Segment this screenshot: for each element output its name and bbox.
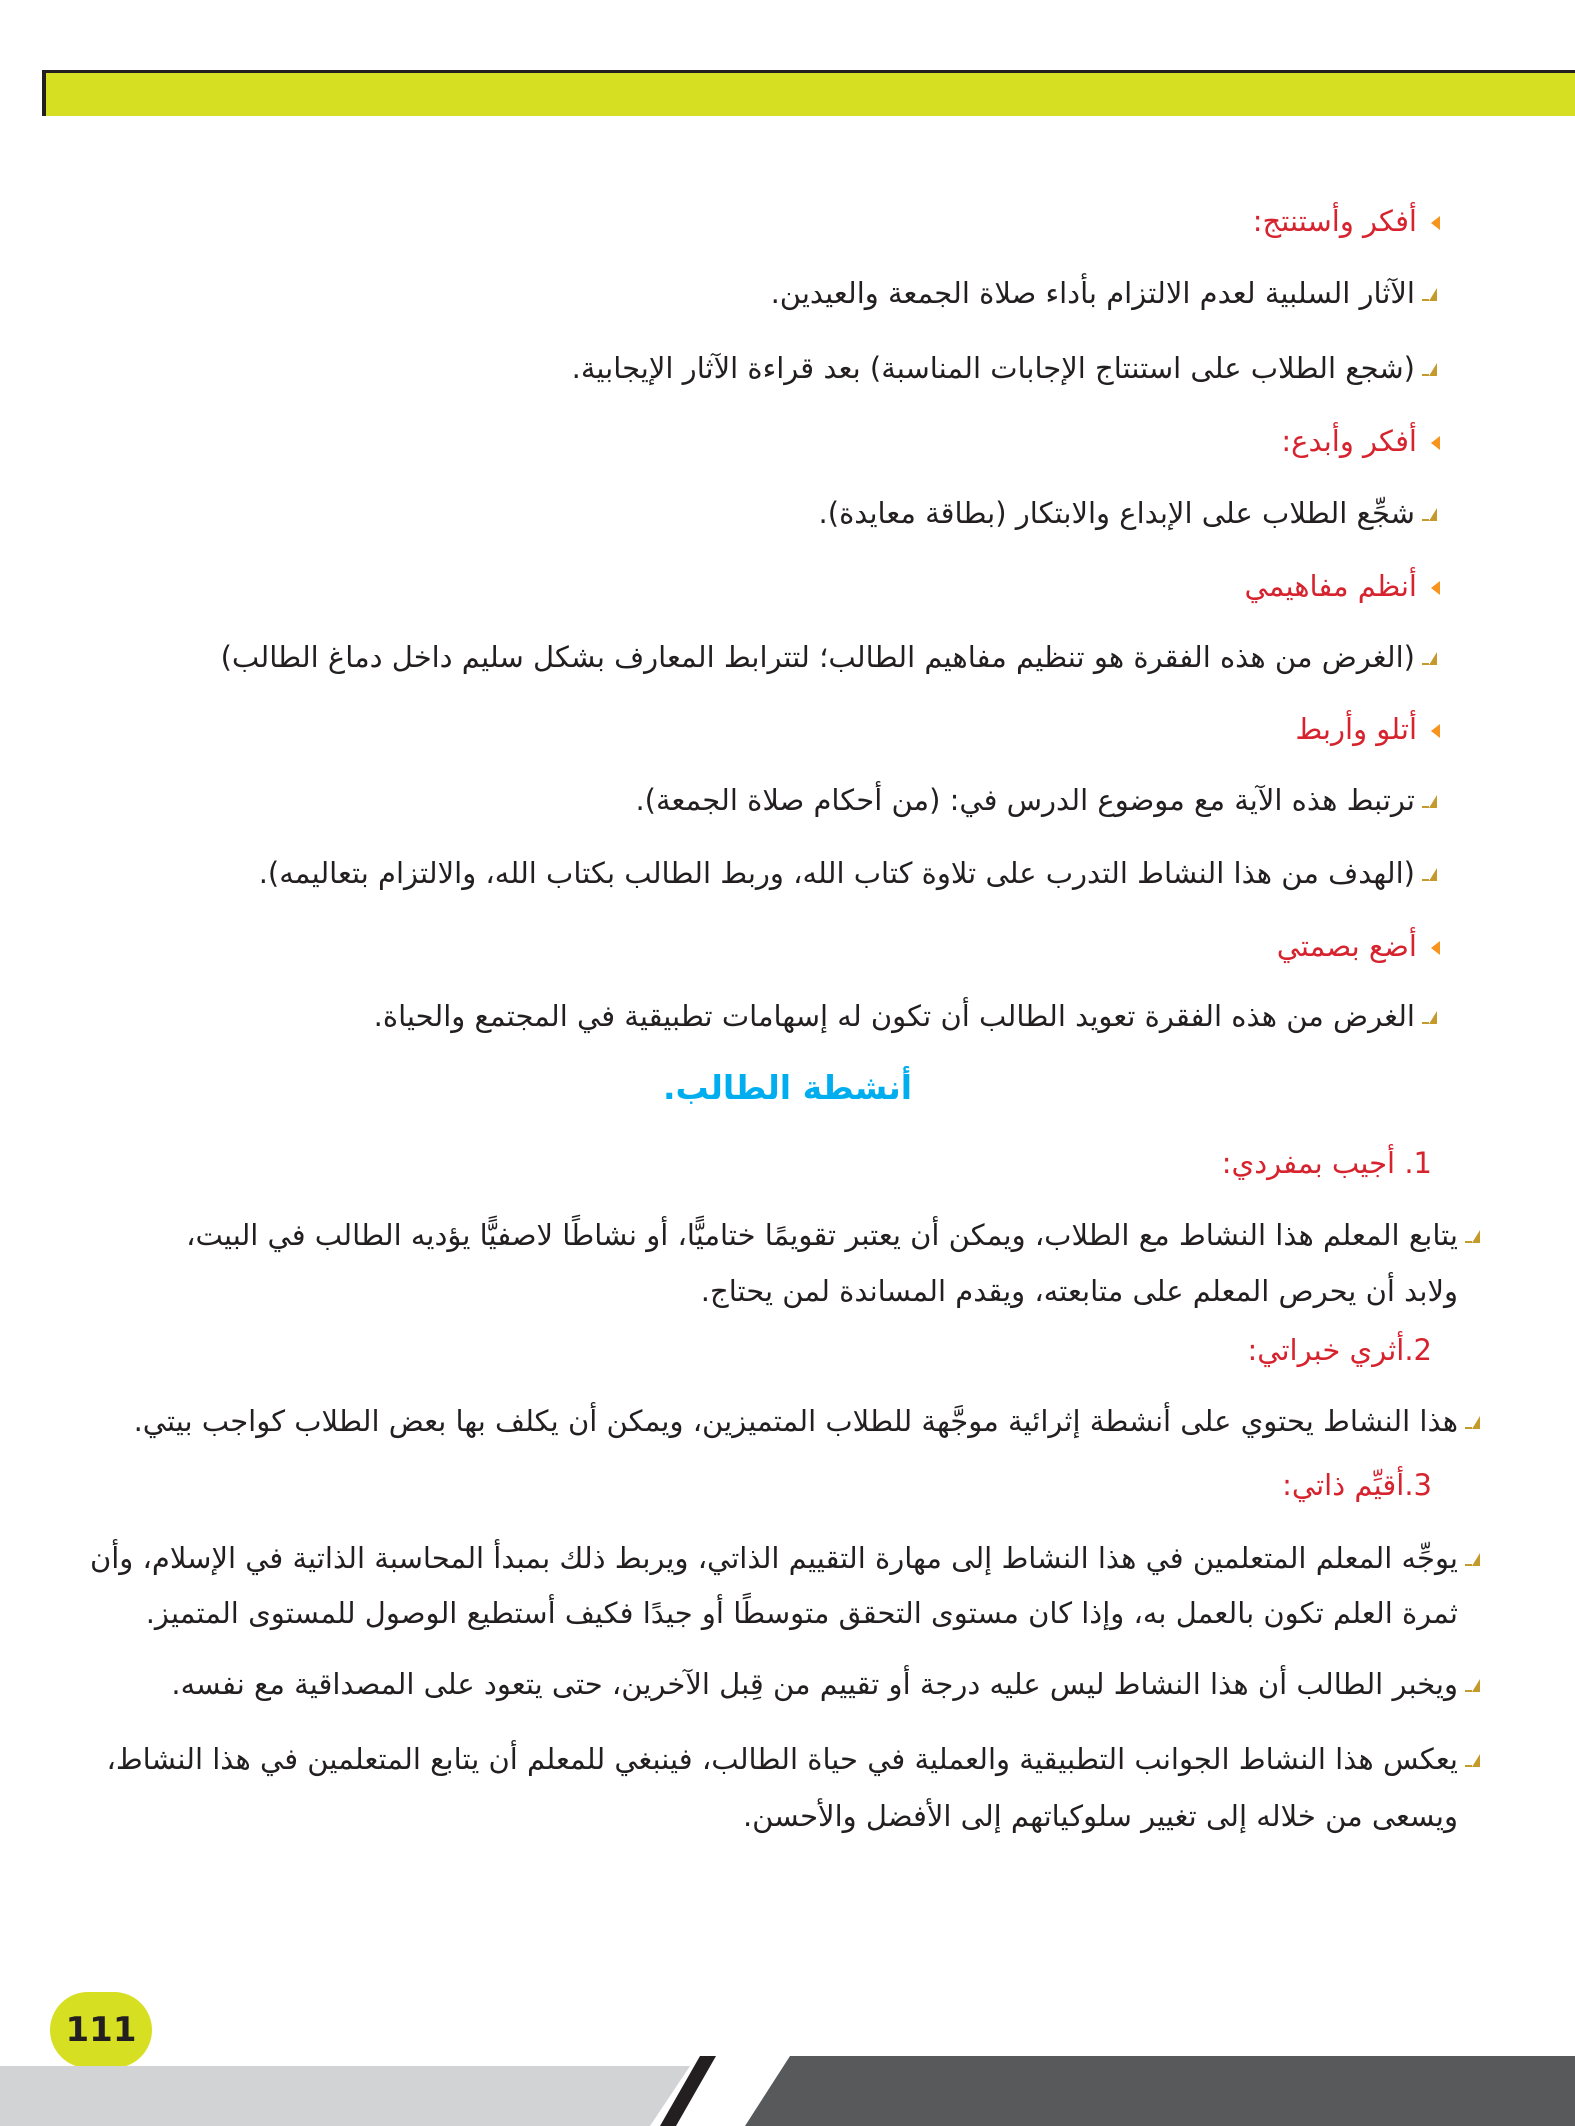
paragraph-text: ويخبر الطالب أن هذا النشاط ليس عليه درجة أو تقييم من قِبل الآخرين، حتى يتعود على المصداقية مع نفسه.: [171, 1667, 1458, 1701]
gold-bullet-icon: [1464, 1678, 1480, 1694]
heading-my-imprint: [1277, 925, 1440, 967]
heading-recite-link: [1295, 708, 1440, 750]
paragraph-line: [107, 1738, 1481, 1780]
paragraph-line: ثمرة العلم تكون بالعمل به، وإذا كان مستوى التحقق متوسطًا أو جيدًا فكيف أستطيع الوصول للمستوى المتميز.: [145, 1596, 1458, 1630]
paragraph-line: [186, 1214, 1480, 1256]
gold-bullet-icon: [1421, 362, 1437, 378]
gold-bullet-icon: [1421, 794, 1437, 810]
list-item: [771, 272, 1437, 314]
heading-organize-concepts: [1245, 565, 1440, 607]
page-number: 111: [50, 1992, 152, 2068]
item-text: (الغرض من هذه الفقرة هو تنظيم مفاهيم الطالب؛ لتترابط المعارف بشكل سليم داخل دماغ الطالب): [220, 640, 1415, 674]
paragraph-text: يعكس هذا النشاط الجوانب التطبيقية والعملية في حياة الطالب، فينبغي للمعلم أن يتابع المتعلمين في هذا النشاط،: [106, 1742, 1458, 1776]
item-text: شجِّع الطلاب على الإبداع والابتكار (بطاقة معايدة).: [818, 496, 1415, 530]
paragraph-line: ويسعى من خلاله إلى تغيير سلوكياتهم إلى الأفضل والأحسن.: [742, 1799, 1458, 1833]
triangle-marker-icon: [1431, 724, 1440, 738]
heading-text: أنظم مفاهيمي: [1244, 569, 1417, 603]
paragraph-line: ولابد أن يحرص المعلم على متابعته، ويقدم المساندة لمن يحتاج.: [700, 1274, 1458, 1308]
list-item: [819, 492, 1437, 534]
item-text: (شجع الطلاب على استنتاج الإجابات المناسبة) بعد قراءة الآثار الإيجابية.: [571, 351, 1415, 385]
gold-bullet-icon: [1464, 1753, 1480, 1769]
heading-text: أفكر وأبدع:: [1281, 424, 1417, 458]
heading-text: أضع بصمتي: [1276, 929, 1417, 963]
gold-bullet-icon: [1421, 287, 1437, 303]
footer-dark-band: [745, 2056, 1575, 2126]
gold-bullet-icon: [1421, 651, 1437, 667]
list-item: [572, 347, 1437, 389]
gold-bullet-icon: [1464, 1229, 1480, 1245]
triangle-marker-icon: [1431, 436, 1440, 450]
paragraph-line: [90, 1537, 1480, 1579]
student-activities-title: أنشطة الطالب.: [662, 1068, 913, 1107]
list-item: [221, 636, 1437, 678]
gold-bullet-icon: [1421, 1010, 1437, 1026]
gold-bullet-icon: [1464, 1415, 1480, 1431]
list-item: [259, 852, 1437, 894]
paragraph-text: هذا النشاط يحتوي على أنشطة إثرائية موجَّهة للطلاب المتميزين، ويمكن أن يكلف بها بعض الطلاب كواجب بيتي.: [133, 1404, 1458, 1438]
triangle-marker-icon: [1431, 581, 1440, 595]
heading-text: أتلو وأربط: [1295, 712, 1417, 746]
list-item: [635, 779, 1437, 821]
gold-bullet-icon: [1421, 507, 1437, 523]
paragraph-line: [171, 1663, 1480, 1705]
heading-think-conclude: [1253, 200, 1440, 242]
footer-gray-band: [0, 2066, 690, 2126]
list-item: [374, 995, 1437, 1037]
footer-decoration: [0, 2056, 1575, 2126]
heading-text: أفكر وأستنتج:: [1252, 204, 1417, 238]
triangle-marker-icon: [1431, 216, 1440, 230]
item-text: ترتبط هذه الآية مع موضوع الدرس في: (من أحكام صلاة الجمعة).: [635, 783, 1415, 817]
activity-heading-enrich-experience: 2.أثري خبراتي:: [1247, 1333, 1432, 1367]
paragraph-text: يتابع المعلم هذا النشاط مع الطلاب، ويمكن أن يعتبر تقويمًا ختاميًّا، أو نشاطًا لاصفيًّا يؤديه الطالب في البيت،: [186, 1218, 1458, 1252]
activity-heading-self-assess: 3.أقيِّم ذاتي:: [1282, 1468, 1432, 1502]
gold-bullet-icon: [1464, 1552, 1480, 1568]
item-text: الغرض من هذه الفقرة تعويد الطالب أن تكون له إسهامات تطبيقية في المجتمع والحياة.: [373, 999, 1415, 1033]
item-text: (الهدف من هذا النشاط التدرب على تلاوة كتاب الله، وربط الطالب بكتاب الله، والالتزام بتعاليمه).: [258, 856, 1415, 890]
heading-think-create: [1281, 420, 1440, 462]
paragraph-text: يوجِّه المعلم المتعلمين في هذا النشاط إلى مهارة التقييم الذاتي، ويربط ذلك بمبدأ المحاسبة الذاتية في الإسلام، وأن: [89, 1541, 1458, 1575]
paragraph-line: [134, 1400, 1480, 1442]
item-text: الآثار السلبية لعدم الالتزام بأداء صلاة الجمعة والعيدين.: [770, 276, 1415, 310]
triangle-marker-icon: [1431, 941, 1440, 955]
gold-bullet-icon: [1421, 867, 1437, 883]
activity-heading-answer-alone: 1. أجيب بمفردي:: [1221, 1146, 1432, 1180]
